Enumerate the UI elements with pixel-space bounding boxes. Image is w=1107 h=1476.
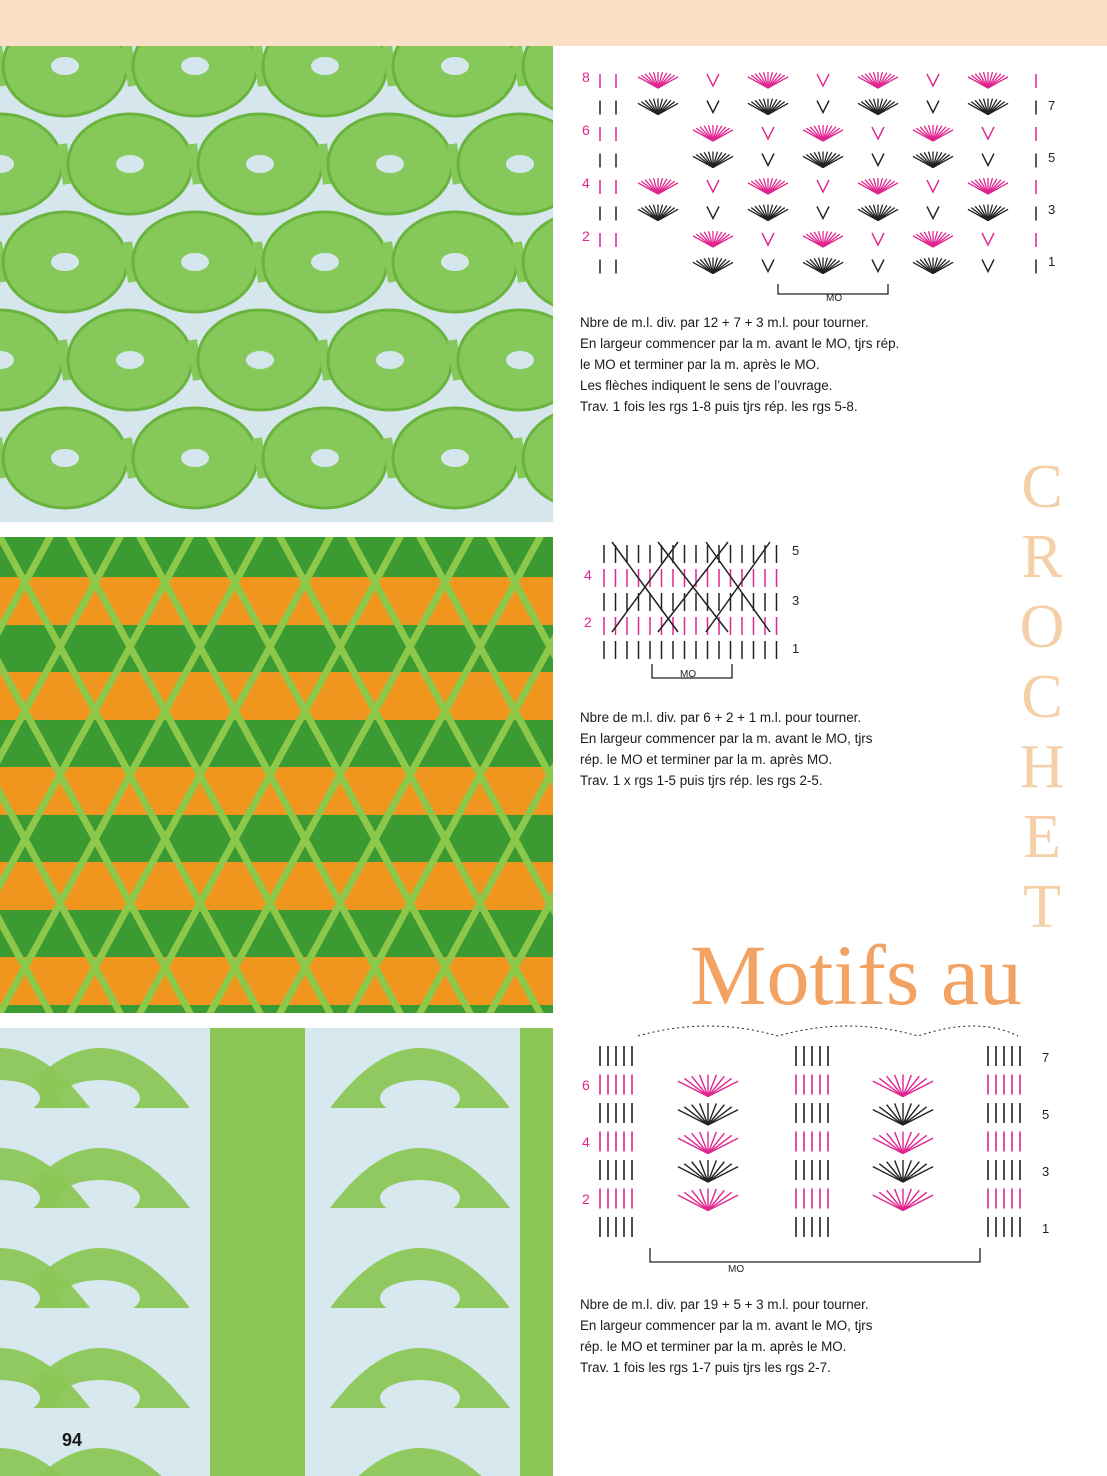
fan-hole bbox=[441, 253, 469, 271]
row-number: 6 bbox=[582, 1077, 590, 1093]
fan-hole bbox=[380, 1380, 460, 1416]
row-number: 1 bbox=[1042, 1221, 1050, 1236]
instruction-line: En largeur commencer par la m. avant le MO, tjrs rép. bbox=[580, 336, 900, 351]
instruction-line: En largeur commencer par la m. avant le MO, tjrs bbox=[580, 731, 873, 746]
fan-hole bbox=[246, 155, 274, 173]
instruction-line: rép. le MO et terminer par la m. après MO. bbox=[580, 752, 833, 767]
row-number: 3 bbox=[1042, 1164, 1050, 1179]
row-number: 5 bbox=[1042, 1107, 1050, 1122]
fan-hole bbox=[376, 155, 404, 173]
row-number: 2 bbox=[582, 1191, 590, 1207]
v-stitch bbox=[762, 127, 774, 139]
orange-band bbox=[0, 957, 553, 1005]
fan-hole bbox=[181, 253, 209, 271]
fan-hole bbox=[116, 155, 144, 173]
instruction-line: le MO et terminer par la m. après le MO. bbox=[580, 357, 820, 372]
v-stitch bbox=[927, 180, 939, 192]
v-stitch bbox=[927, 74, 939, 86]
instruction-line: Nbre de m.l. div. par 19 + 5 + 3 m.l. pour tourner. bbox=[580, 1297, 869, 1312]
repeat-label: MO bbox=[826, 293, 843, 304]
row-number: 4 bbox=[582, 175, 590, 191]
title-letter: T bbox=[1023, 873, 1061, 941]
instruction-line: Trav. 1 fois les rgs 1-8 puis tjrs rép. les rgs 5-8. bbox=[580, 399, 858, 414]
green-lace-fan-swatch bbox=[0, 46, 553, 522]
instruction-line: Nbre de m.l. div. par 12 + 7 + 3 m.l. pour tourner. bbox=[580, 315, 869, 330]
fan-hole bbox=[246, 351, 274, 369]
fan-hole bbox=[51, 57, 79, 75]
instruction-line: rép. le MO et terminer par la m. après le MO. bbox=[580, 1339, 847, 1354]
v-stitch bbox=[707, 180, 719, 192]
fan-hole bbox=[380, 1280, 460, 1316]
page-number: 94 bbox=[62, 1430, 83, 1450]
row-number: 3 bbox=[1048, 202, 1056, 217]
v-stitch bbox=[982, 127, 994, 139]
page-title: Motifs au bbox=[690, 927, 1023, 1023]
fan-hole bbox=[311, 449, 339, 467]
vertical-title bbox=[1012, 452, 1072, 942]
row-number: 4 bbox=[582, 1134, 590, 1150]
v-stitch bbox=[872, 233, 884, 245]
v-stitch bbox=[817, 101, 829, 113]
fan-hole bbox=[181, 449, 209, 467]
chain-arc bbox=[638, 1026, 1018, 1036]
title-letter: E bbox=[1023, 803, 1061, 871]
v-stitch bbox=[762, 154, 774, 166]
fan-hole bbox=[311, 253, 339, 271]
title-letter: R bbox=[1021, 523, 1063, 591]
instruction-line: Nbre de m.l. div. par 6 + 2 + 1 m.l. pour tourner. bbox=[580, 710, 862, 725]
v-stitch bbox=[982, 260, 994, 272]
instruction-line: Les flèches indiquent le sens de l’ouvrage. bbox=[580, 378, 833, 393]
stitch-column bbox=[520, 1028, 553, 1476]
green-column-fan-swatch bbox=[0, 1028, 553, 1476]
instructions-3 bbox=[580, 1294, 872, 1378]
v-stitch bbox=[927, 101, 939, 113]
v-stitch bbox=[982, 233, 994, 245]
v-stitch bbox=[817, 74, 829, 86]
row-number: 7 bbox=[1048, 98, 1056, 113]
v-stitch bbox=[982, 154, 994, 166]
row-number: 6 bbox=[582, 122, 590, 138]
v-stitch bbox=[817, 180, 829, 192]
row-number: 4 bbox=[584, 567, 592, 583]
fan-hole bbox=[116, 351, 144, 369]
fan-hole bbox=[506, 351, 534, 369]
v-stitch bbox=[707, 101, 719, 113]
v-stitch bbox=[872, 260, 884, 272]
fan-hole bbox=[380, 1080, 460, 1116]
row-number: 2 bbox=[584, 614, 592, 630]
v-stitch bbox=[817, 207, 829, 219]
fan-hole bbox=[441, 57, 469, 75]
fan-hole bbox=[51, 253, 79, 271]
row-number: 3 bbox=[792, 593, 800, 608]
row-number: 8 bbox=[582, 69, 590, 85]
row-number: 2 bbox=[582, 228, 590, 244]
v-stitch bbox=[872, 127, 884, 139]
stitch-chart-3 bbox=[578, 1026, 1068, 1276]
fan-hole bbox=[441, 449, 469, 467]
row-number: 1 bbox=[792, 641, 800, 656]
stitch-column bbox=[210, 1028, 305, 1476]
row-number: 5 bbox=[1048, 150, 1056, 165]
fan-hole bbox=[181, 57, 209, 75]
fan-hole bbox=[380, 1180, 460, 1216]
title-letter: H bbox=[1019, 733, 1065, 801]
stitch-chart-2 bbox=[578, 540, 818, 690]
row-number: 7 bbox=[1042, 1050, 1050, 1065]
title-letter: O bbox=[1019, 593, 1065, 661]
repeat-label: MO bbox=[728, 1264, 745, 1275]
title-letter: C bbox=[1021, 663, 1063, 731]
v-stitch bbox=[707, 207, 719, 219]
instructions-2 bbox=[580, 707, 872, 791]
instruction-line: Trav. 1 x rgs 1-5 puis tjrs rép. les rgs 2-5. bbox=[580, 773, 823, 788]
v-stitch bbox=[707, 74, 719, 86]
stitch-chart-1 bbox=[578, 62, 1058, 307]
instruction-line: Trav. 1 fois les rgs 1-7 puis tjrs les rgs 2-7. bbox=[580, 1360, 831, 1375]
v-stitch bbox=[762, 233, 774, 245]
row-number: 5 bbox=[792, 543, 800, 558]
instruction-line: En largeur commencer par la m. avant le MO, tjrs bbox=[580, 1318, 873, 1333]
orange-green-crossed-swatch bbox=[0, 537, 553, 1013]
fan-hole bbox=[506, 155, 534, 173]
v-stitch bbox=[927, 207, 939, 219]
fan-hole bbox=[51, 449, 79, 467]
v-stitch bbox=[872, 154, 884, 166]
header-band bbox=[0, 0, 1107, 46]
fan-hole bbox=[311, 57, 339, 75]
repeat-label: MO bbox=[680, 669, 697, 680]
instructions-1 bbox=[580, 312, 899, 417]
v-stitch bbox=[762, 260, 774, 272]
fan-hole bbox=[376, 351, 404, 369]
row-number: 1 bbox=[1048, 254, 1056, 269]
title-letter: C bbox=[1021, 453, 1063, 521]
